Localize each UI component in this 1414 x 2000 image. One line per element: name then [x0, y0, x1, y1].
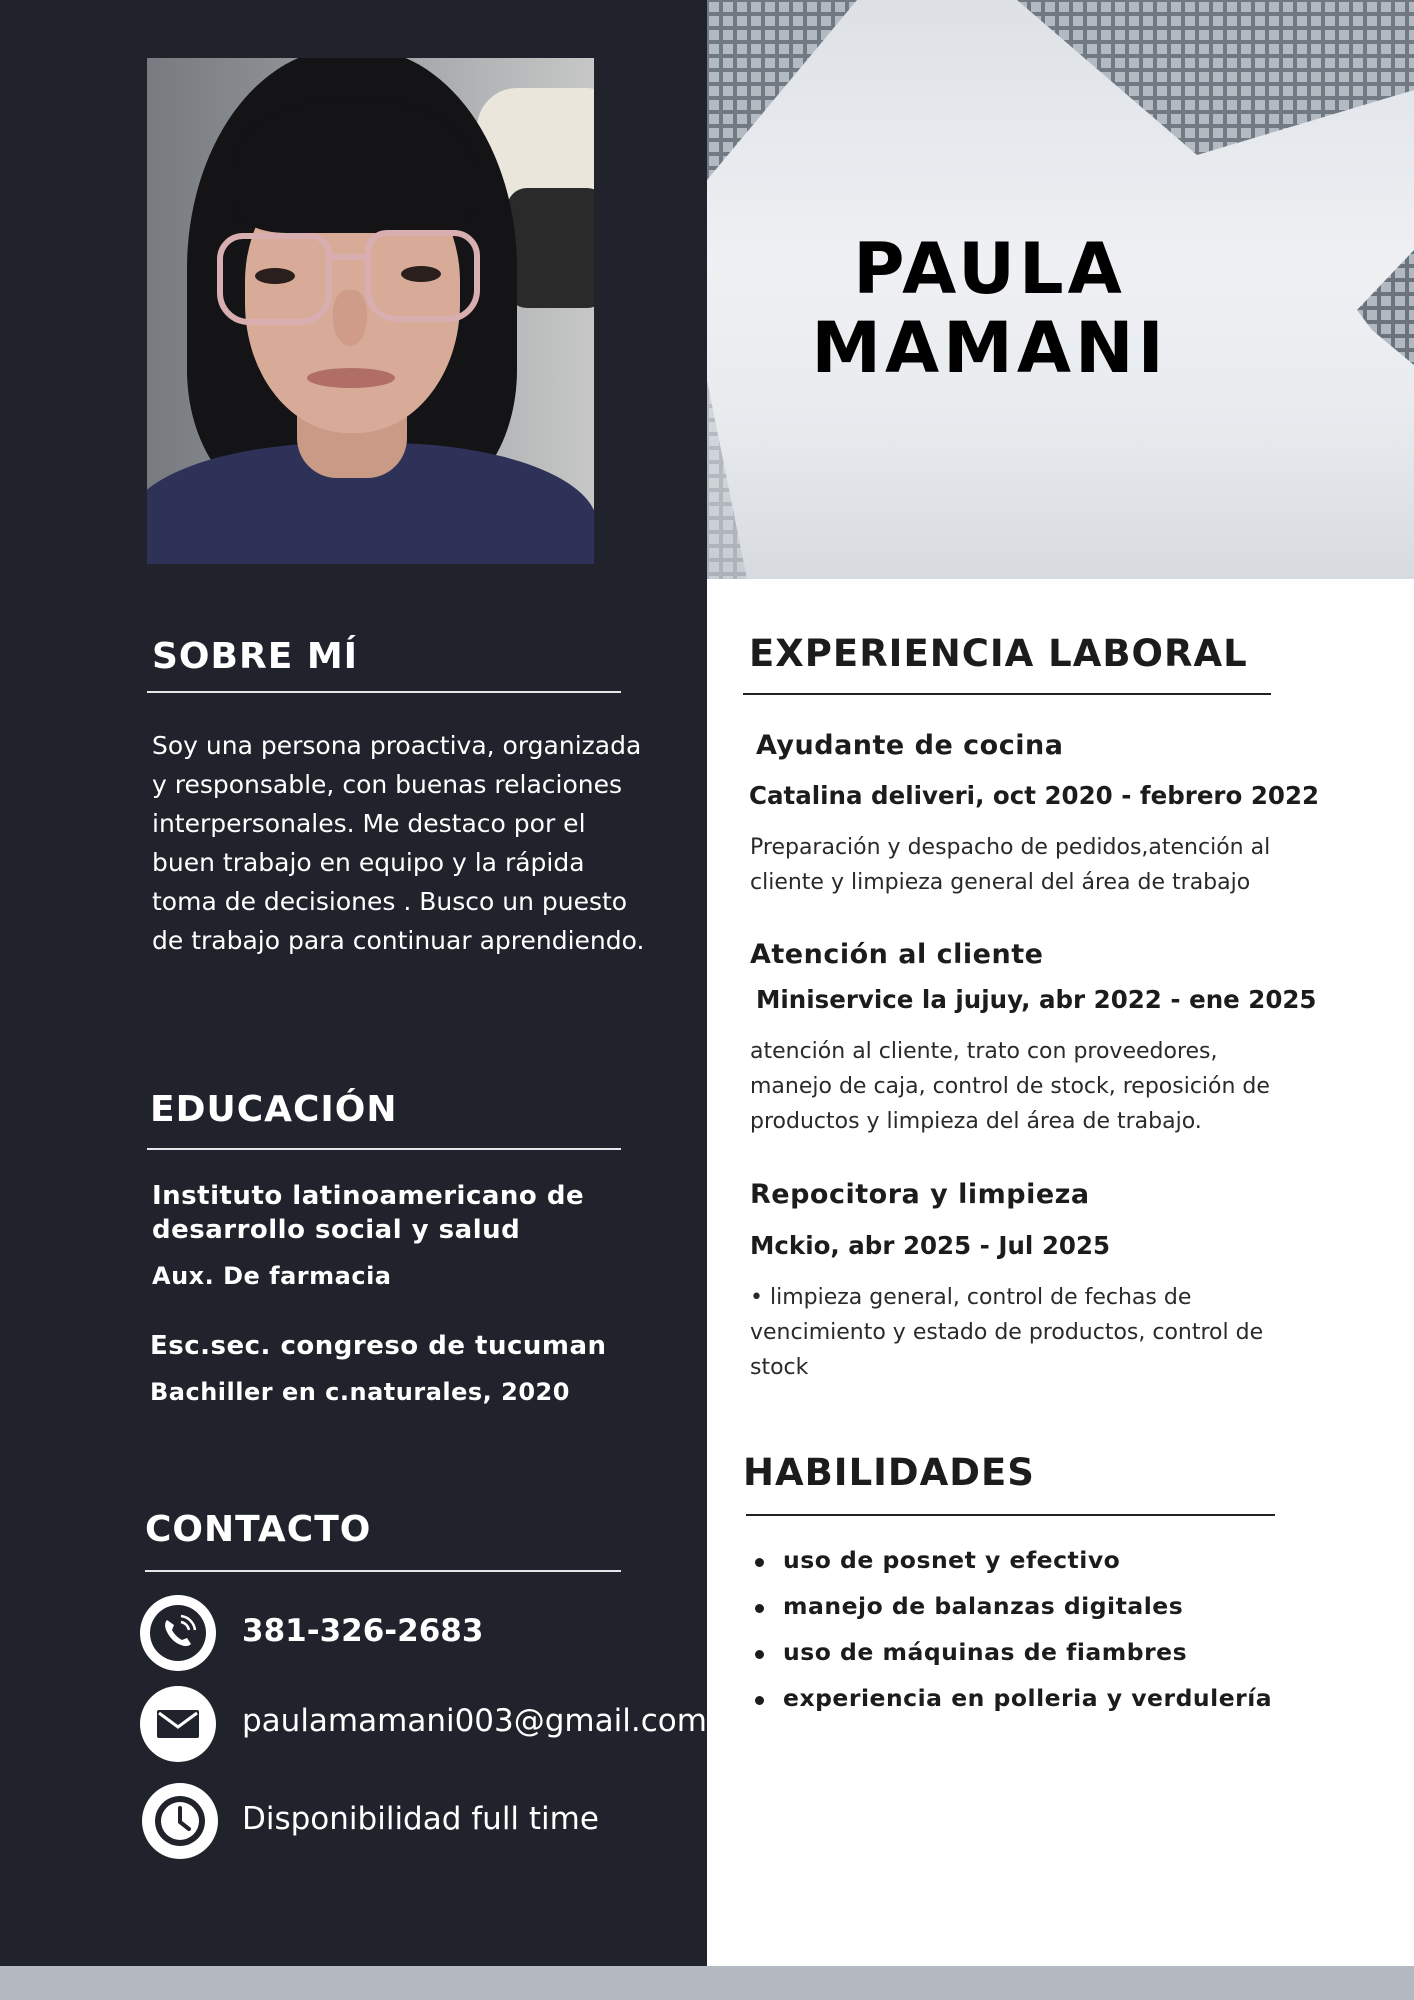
bullet-icon [755, 1650, 764, 1659]
about-divider [147, 691, 621, 693]
contact-phone[interactable]: 381-326-2683 [242, 1613, 484, 1649]
education-degree: Aux. De farmacia [152, 1262, 392, 1290]
skill-item: uso de posnet y efectivo [752, 1546, 1272, 1592]
skills-divider [746, 1514, 1275, 1516]
bullet-icon [755, 1696, 764, 1705]
clock-icon [142, 1783, 218, 1859]
contact-heading: CONTACTO [145, 1509, 372, 1550]
skill-item: experiencia en polleria y verdulería [752, 1684, 1272, 1730]
job-company: Mckio, abr 2025 - Jul 2025 [750, 1231, 1111, 1260]
mail-icon [140, 1686, 216, 1762]
name-first: PAULA [853, 228, 1126, 310]
bottom-band [0, 1966, 1414, 2000]
education-heading: EDUCACIÓN [150, 1089, 398, 1130]
job-description: Preparación y despacho de pedidos,atención al cliente y limpieza general del área de trabajo [750, 835, 1271, 895]
experience-heading: EXPERIENCIA LABORAL [749, 632, 1248, 675]
contact-availability: Disponibilidad full time [242, 1801, 599, 1837]
job-description: atención al cliente, trato con proveedores, manejo de caja, control de stock, reposición de productos y limpieza del área de trabajo. [750, 1039, 1270, 1134]
job-company: Miniservice la jujuy, abr 2022 - ene 2025 [756, 985, 1317, 1014]
phone-icon [140, 1595, 216, 1671]
education-institution: Instituto latinoamericano de desarrollo social y salud [152, 1181, 585, 1245]
job-company: Catalina deliveri, oct 2020 - febrero 2022 [749, 781, 1320, 810]
job-title: Repocitora y limpieza [750, 1179, 1090, 1210]
skills-list [752, 1546, 1272, 1730]
job-title: Ayudante de cocina [756, 730, 1064, 761]
skill-item: uso de máquinas de fiambres [752, 1638, 1272, 1684]
about-heading: SOBRE MÍ [152, 636, 359, 677]
job-description: • limpieza general, control de fechas de vencimiento y estado de productos, control de stock [750, 1285, 1264, 1380]
skill-item: manejo de balanzas digitales [752, 1592, 1272, 1638]
job-title: Atención al cliente [750, 939, 1044, 970]
education-institution: Esc.sec. congreso de tucuman [150, 1331, 607, 1361]
skills-heading: HABILIDADES [743, 1451, 1035, 1494]
profile-photo [147, 58, 594, 564]
bullet-icon [755, 1604, 764, 1613]
contact-divider [145, 1570, 621, 1572]
education-degree: Bachiller en c.naturales, 2020 [150, 1378, 570, 1406]
bullet-icon [755, 1558, 764, 1567]
experience-divider [743, 693, 1271, 695]
about-text: Soy una persona proactiva, organizada y responsable, con buenas relaciones interpersonales. Me destaco por el buen trabajo en equipo y la rápida toma de decisiones . Busco un puesto de trabajo para continuar aprendiendo. [152, 731, 645, 955]
education-divider [147, 1148, 621, 1150]
contact-email[interactable]: paulamamani003@gmail.com [242, 1703, 707, 1739]
name-last: MAMANI [811, 307, 1168, 389]
